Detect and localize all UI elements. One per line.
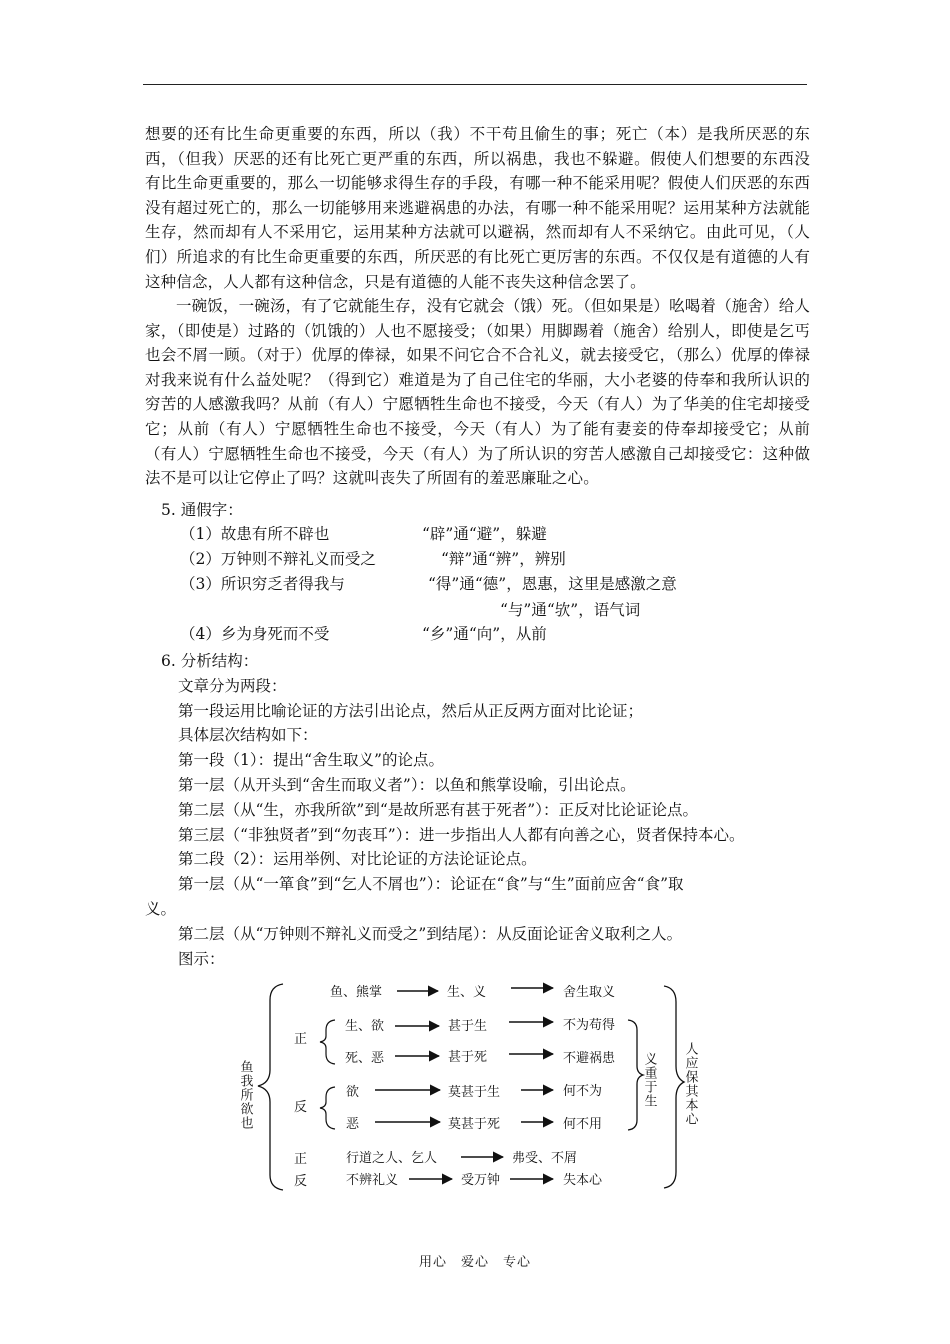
right-label-1: 义重于生 bbox=[641, 1052, 657, 1108]
tongjia-note-3b: “与”通“欤”，语气词 bbox=[500, 601, 641, 619]
structure-line-8: 第二段（2）：运用举例、对比论证的方法论证论点。 bbox=[178, 850, 537, 868]
bottom-zheng-start: 行道之人、乞人 bbox=[346, 1151, 438, 1166]
zheng-brace bbox=[320, 1020, 335, 1064]
zheng1-mid: 甚于生 bbox=[448, 1019, 488, 1034]
zheng1-start: 生、欲 bbox=[345, 1019, 385, 1034]
tongjia-phrase-4: （4）乡为身死而不受 bbox=[180, 625, 330, 643]
left-brace bbox=[258, 984, 283, 1190]
zheng-label: 正 bbox=[294, 1032, 308, 1047]
tongjia-note-2: “辩”通“辨”，辨别 bbox=[441, 550, 566, 568]
structure-line-4: 第一段（1）：提出“舍生取义”的论点。 bbox=[178, 751, 444, 769]
structure-line-1: 文章分为两段： bbox=[178, 677, 287, 695]
zheng2-end: 不避祸患 bbox=[563, 1051, 616, 1066]
fan-label: 反 bbox=[294, 1100, 308, 1115]
structure-line-3: 具体层次结构如下： bbox=[178, 726, 318, 744]
fan1-mid: 莫甚于生 bbox=[448, 1085, 501, 1100]
bottom-fan-label: 反 bbox=[294, 1174, 308, 1189]
bottom-fan-mid: 受万钟 bbox=[461, 1173, 501, 1188]
bottom-zheng-end: 弗受、不屑 bbox=[512, 1151, 578, 1166]
fan-brace bbox=[320, 1087, 335, 1129]
fan1-end: 何不为 bbox=[563, 1084, 603, 1099]
bottom-zheng-label: 正 bbox=[294, 1152, 308, 1167]
right-brace-outer bbox=[664, 986, 684, 1188]
zheng1-end: 不为苟得 bbox=[563, 1018, 616, 1033]
zheng2-mid: 甚于死 bbox=[448, 1050, 488, 1065]
structure-line-12: 图示： bbox=[178, 950, 225, 968]
tongjia-note-1: “辟”通“避”，躲避 bbox=[422, 525, 547, 543]
structure-line-7: 第三层（“非独贤者”到“勿丧耳”）：进一步指出人人都有向善之心，贤者保持本心。 bbox=[178, 826, 745, 844]
paragraph-translation-1: 想要的还有比生命更重要的东西，所以（我）不干苟且偷生的事；死亡（本）是我所厌恶的东西，（但我）厌恶的还有比死亡更严重的东西，所以祸患，我也不躲避。假使人们想要的东西没有比生命更重要的，那么一切能够求得生存的手段，有哪一种不能采用呢？假使人们厌恶的东西没有超过死亡的，那么一切能够用来逃避祸患的办法，有哪一种不能采用呢？运用某种方法就能生存，然而却有人不采用它，运用某种方法就可以避祸，然而却有人不采纳它。由此可见，（人们）所追求的有比生命更重要的东西，所厌恶的有比死亡更厉害的东西。不仅仅是有道德的人有这种信念，人人都有这种信念，只是有道德的人能不丧失这种信念罢了。 bbox=[145, 125, 810, 291]
left-label: 鱼我所欲也 bbox=[237, 1060, 253, 1130]
tongjia-note-4: “乡”通“向”，从前 bbox=[422, 625, 547, 643]
paragraph-translation-2: 一碗饭，一碗汤，有了它就能生存，没有它就会（饿）死。（但如果是）吆喝着（施舍）给人家，（即使是）过路的（饥饿的）人也不愿接受；（如果）用脚踢着（施舍）给别人，即使是乞丐也会不屑一顾。（对于）优厚的俸禄，如果不问它合不合礼义，就去接受它，（那么）优厚的俸禄对我来说有什么益处呢？（得到它）难道是为了自己住宅的华丽，大小老婆的侍奉和我所认识的穷苦的人感激我吗？从前（有人）宁愿牺牲生命也不接受，今天（有人）为了华美的住宅却接受它；从前（有人）宁愿牺牲生命也不接受，今天（有人）为了能有妻妾的侍奉却接受它；从前（有人）宁愿牺牲生命也不接受，今天（有人）为了所认识的穷苦人感激自己却接受它：这种做法不是可以让它停止了吗？这就叫丧失了所固有的羞恶廉耻之心。 bbox=[145, 297, 810, 488]
row1-end: 舍生取义 bbox=[563, 985, 616, 1000]
zheng2-start: 死、恶 bbox=[345, 1051, 385, 1066]
right-label-2: 人应保其本心 bbox=[682, 1042, 698, 1126]
structure-line-2: 第一段运用比喻论证的方法引出论点，然后从正反两方面对比论证； bbox=[178, 702, 644, 720]
structure-line-5: 第一层（从开头到“舍生而取义者”）：以鱼和熊掌设喻，引出论点。 bbox=[178, 776, 636, 794]
section-6-heading: 6. 分析结构： bbox=[161, 652, 259, 670]
tongjia-note-3: “得”通“德”，恩惠，这里是感激之意 bbox=[428, 575, 677, 593]
row1-start: 鱼、熊掌 bbox=[330, 985, 383, 1000]
fan2-start: 恶 bbox=[346, 1117, 360, 1132]
bottom-fan-end: 失本心 bbox=[563, 1173, 603, 1188]
structure-line-6: 第二层（从“生，亦我所欲”到“是故所恶有甚于死者”）：正反对比论证论点。 bbox=[178, 801, 698, 819]
right-brace-inner bbox=[628, 1020, 643, 1130]
structure-line-9: 第一层（从“一箪食”到“乞人不屑也”）：论证在“食”与“生”面前应舍“食”取 bbox=[178, 875, 684, 893]
bottom-fan-start: 不辨礼义 bbox=[346, 1173, 399, 1188]
fan2-end: 何不用 bbox=[563, 1117, 603, 1132]
structure-line-10: 义。 bbox=[145, 900, 177, 918]
tongjia-phrase-1: （1）故患有所不辟也 bbox=[180, 525, 330, 543]
tongjia-phrase-3: （3）所识穷乏者得我与 bbox=[180, 575, 345, 593]
tongjia-phrase-2: （2）万钟则不辩礼义而受之 bbox=[180, 550, 376, 568]
page-footer: 用心 爱心 专心 bbox=[418, 1255, 531, 1270]
structure-line-11: 第二层（从“万钟则不辩礼义而受之”到结尾）：从反面论证舍义取利之人。 bbox=[178, 925, 683, 943]
fan1-start: 欲 bbox=[346, 1085, 360, 1100]
section-5-heading: 5. 通假字： bbox=[161, 501, 243, 519]
header-rule bbox=[143, 84, 807, 85]
row1-mid: 生、义 bbox=[447, 985, 487, 1000]
fan2-mid: 莫甚于死 bbox=[448, 1117, 501, 1132]
